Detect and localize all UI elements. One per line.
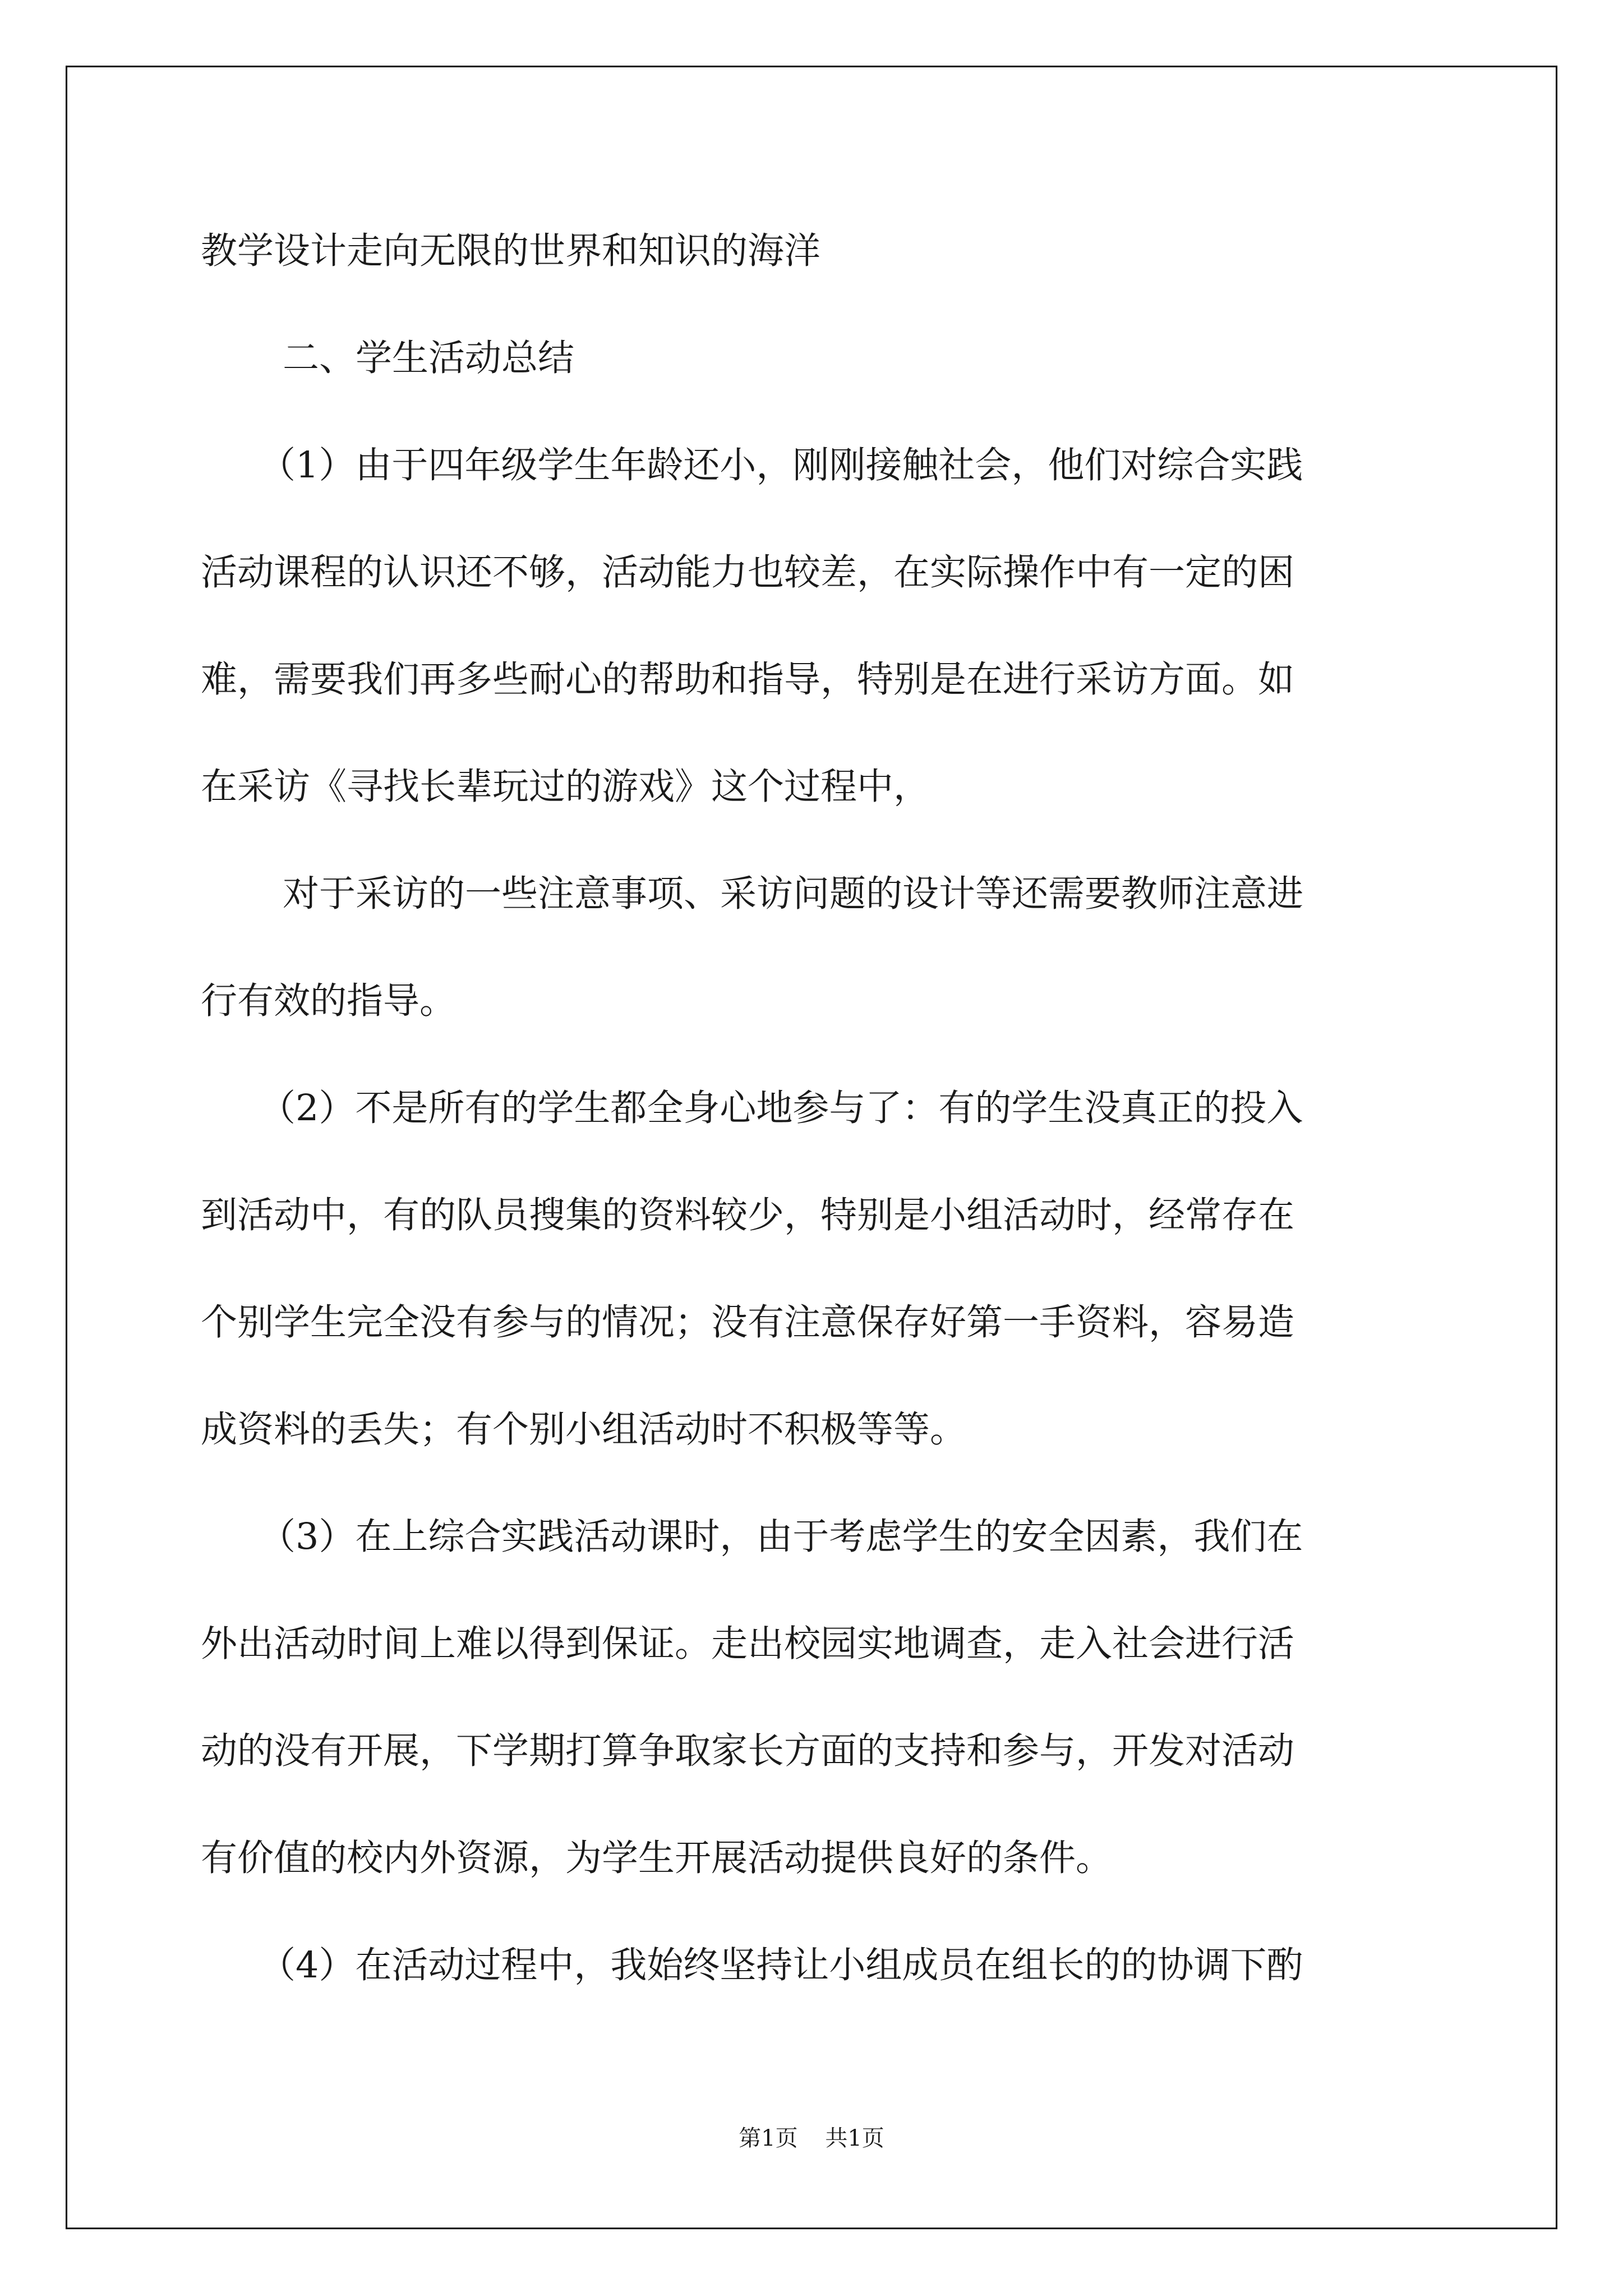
text-line: （3）在上综合实践活动课时，由于考虑学生的安全因素，我们在 bbox=[259, 1516, 1303, 1558]
text-line: 有价值的校内外资源，为学生开展活动提供良好的条件。 bbox=[201, 1837, 1113, 1879]
text-line: （1）由于四年级学生年龄还小，刚刚接触社会，他们对综合实践 bbox=[259, 444, 1303, 486]
document-body bbox=[201, 197, 1435, 2019]
section-heading: 二、学生活动总结 bbox=[283, 337, 575, 379]
text-line: 活动课程的认识还不够，活动能力也较差，在实际操作中有一定的困 bbox=[201, 551, 1295, 593]
text-line: 行有效的指导。 bbox=[201, 980, 457, 1022]
text-line: 难，需要我们再多些耐心的帮助和指导，特别是在进行采访方面。如 bbox=[201, 659, 1295, 701]
page-footer bbox=[0, 2120, 1623, 2152]
text-line: 在采访《寻找长辈玩过的游戏》这个过程中， bbox=[201, 766, 930, 808]
text-line: 个别学生完全没有参与的情况；没有注意保存好第一手资料，容易造 bbox=[201, 1301, 1295, 1343]
text-line: 对于采访的一些注意事项、采访问题的设计等还需要教师注意进 bbox=[283, 873, 1304, 915]
text-line: 外出活动时间上难以得到保证。走出校园实地调查，走入社会进行活 bbox=[201, 1623, 1295, 1665]
text-line: 到活动中，有的队员搜集的资料较少，特别是小组活动时，经常存在 bbox=[201, 1194, 1295, 1236]
text-line: （4）在活动过程中，我始终坚持让小组成员在组长的的协调下酌 bbox=[259, 1944, 1303, 1986]
text-line: （2）不是所有的学生都全身心地参与了：有的学生没真正的投入 bbox=[259, 1087, 1303, 1129]
text-line: 教学设计走向无限的世界和知识的海洋 bbox=[201, 230, 821, 272]
page-number: 第1页 bbox=[739, 2125, 798, 2151]
page-total: 共1页 bbox=[825, 2125, 884, 2151]
text-line: 动的没有开展，下学期打算争取家长方面的支持和参与，开发对活动 bbox=[201, 1730, 1295, 1772]
text-line: 成资料的丢失；有个别小组活动时不积极等等。 bbox=[201, 1409, 967, 1451]
